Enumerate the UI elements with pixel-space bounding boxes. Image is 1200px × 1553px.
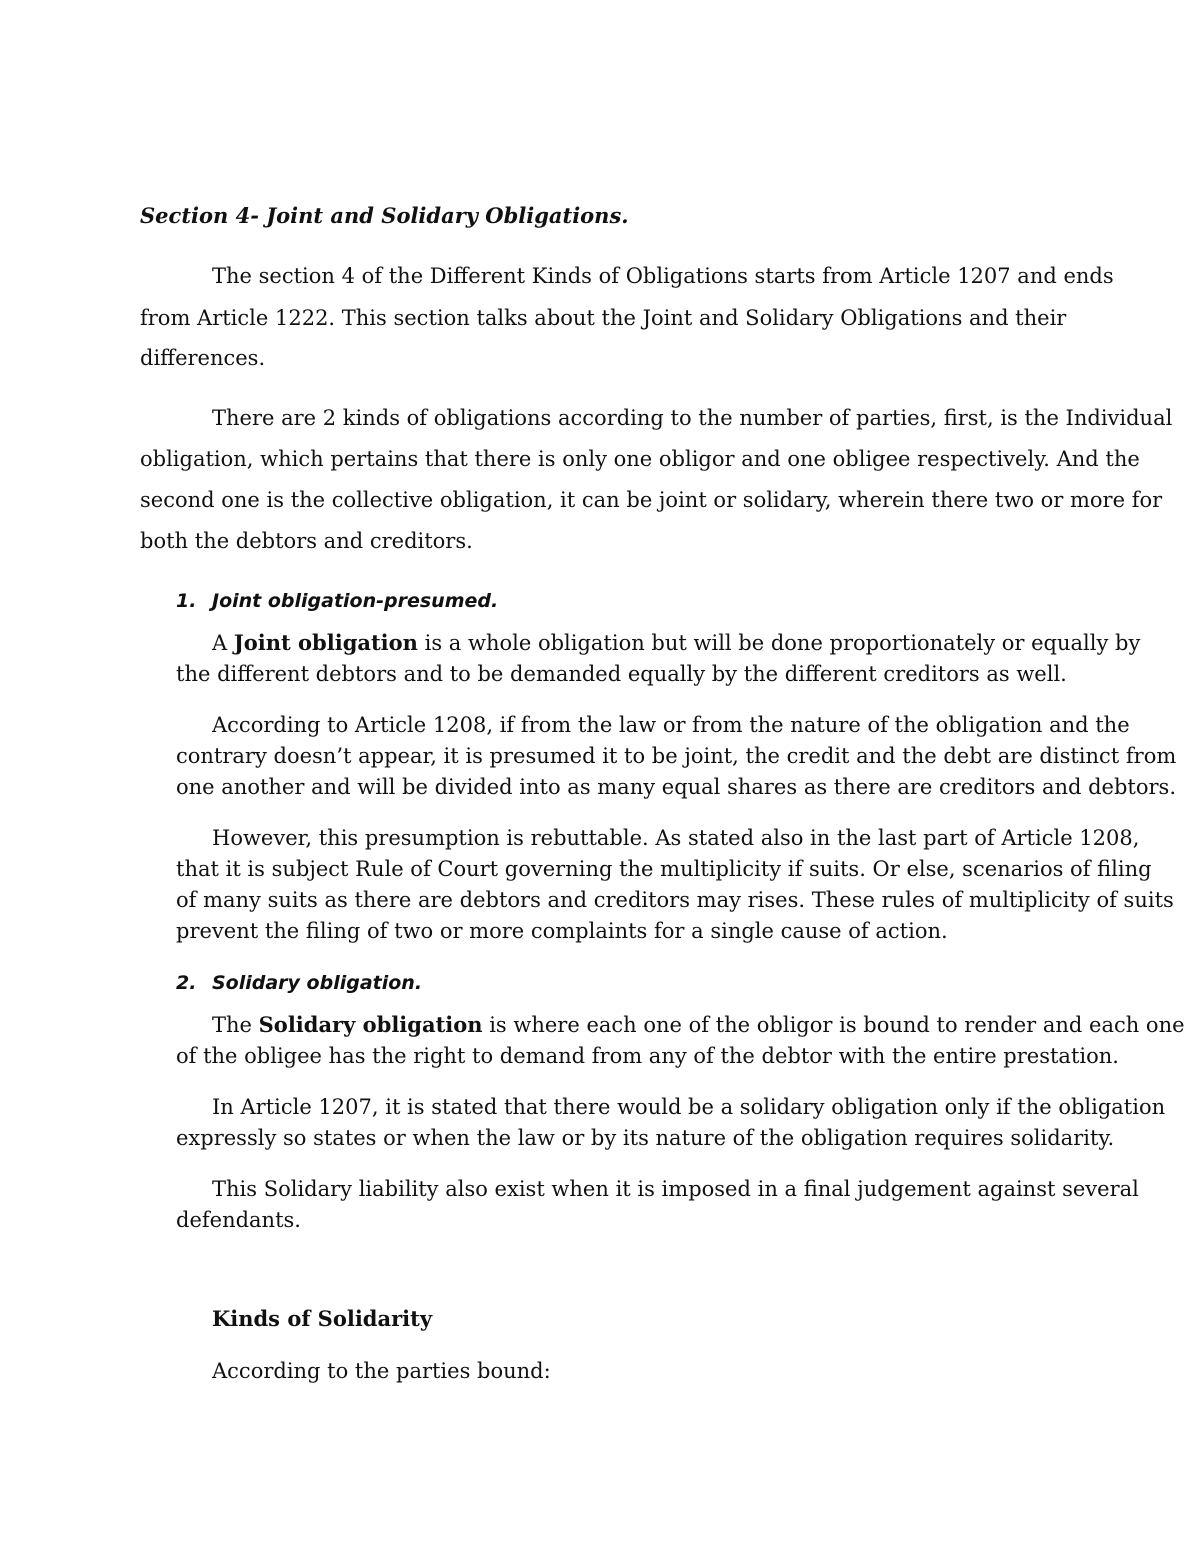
joint-heading-text: Joint obligation-presumed.	[212, 590, 499, 612]
solidary-p1-line-2: of the obligee has the right to demand from any of the debtor with the entire prestation.	[176, 1044, 1119, 1068]
joint-p2-line-2: contrary doesn’t appear, it is presumed it to be joint, the credit and the debt are distinct from	[176, 744, 1177, 768]
joint-p3-line-1: However, this presumption is rebuttable. As stated also in the last part of Article 1208,	[212, 826, 1140, 850]
solidary-number: 2.	[176, 972, 197, 994]
joint-p2-line-1: According to Article 1208, if from the law or from the nature of the obligation and the	[212, 713, 1130, 737]
joint-p2-line-3: one another and will be divided into as many equal shares as there are creditors and debtors.	[176, 775, 1176, 799]
solidary-p2-line-2: expressly so states or when the law or by its nature of the obligation requires solidarity.	[176, 1126, 1115, 1150]
solidary-p2-line-1: In Article 1207, it is stated that there would be a solidary obligation only if the obligation	[212, 1095, 1166, 1119]
joint-obligation-term: Joint obligation	[233, 630, 418, 655]
solidary-heading-text: Solidary obligation.	[212, 972, 423, 994]
parties-bound-text: According to the parties bound:	[212, 1359, 551, 1383]
solidary-p1-line-1: The Solidary obligation is where each one of the obligor is bound to render and each one	[212, 1012, 1185, 1037]
joint-p1-line-2: the different debtors and to be demanded equally by the different creditors as well.	[176, 662, 1067, 686]
kinds-line-4: both the debtors and creditors.	[140, 529, 473, 553]
section-title: Section 4- Joint and Solidary Obligations.	[140, 203, 629, 228]
intro-line-3: differences.	[140, 346, 266, 370]
solidary-obligation-term: Solidary obligation	[258, 1012, 483, 1037]
intro-line-2: from Article 1222. This section talks about the Joint and Solidary Obligations and their	[140, 306, 1067, 330]
kinds-line-3: second one is the collective obligation, it can be joint or solidary, wherein there two or more for	[140, 488, 1163, 512]
kinds-line-2: obligation, which pertains that there is only one obligor and one obligee respectively. And the	[140, 447, 1140, 471]
joint-heading	[176, 590, 498, 612]
kinds-of-solidarity-heading: Kinds of Solidarity	[212, 1306, 433, 1331]
kinds-line-1: There are 2 kinds of obligations according to the number of parties, first, is the Individual	[212, 406, 1173, 430]
solidary-heading	[176, 972, 422, 994]
solidary-p3-line-1: This Solidary liability also exist when it is imposed in a final judgement against several	[212, 1177, 1139, 1201]
joint-number: 1.	[176, 590, 197, 612]
solidary-p3-line-2: defendants.	[176, 1208, 301, 1232]
joint-p3-line-3: of many suits as there are debtors and creditors may rises. These rules of multiplicity of suits	[176, 888, 1174, 912]
intro-line-1: The section 4 of the Different Kinds of Obligations starts from Article 1207 and ends	[212, 264, 1114, 288]
joint-p1-line-1: A Joint obligation is a whole obligation but will be done proportionately or equally by	[212, 630, 1141, 655]
joint-p3-line-2: that it is subject Rule of Court governing the multiplicity if suits. Or else, scenarios of filing	[176, 857, 1152, 881]
joint-p3-line-4: prevent the filing of two or more complaints for a single cause of action.	[176, 919, 948, 943]
